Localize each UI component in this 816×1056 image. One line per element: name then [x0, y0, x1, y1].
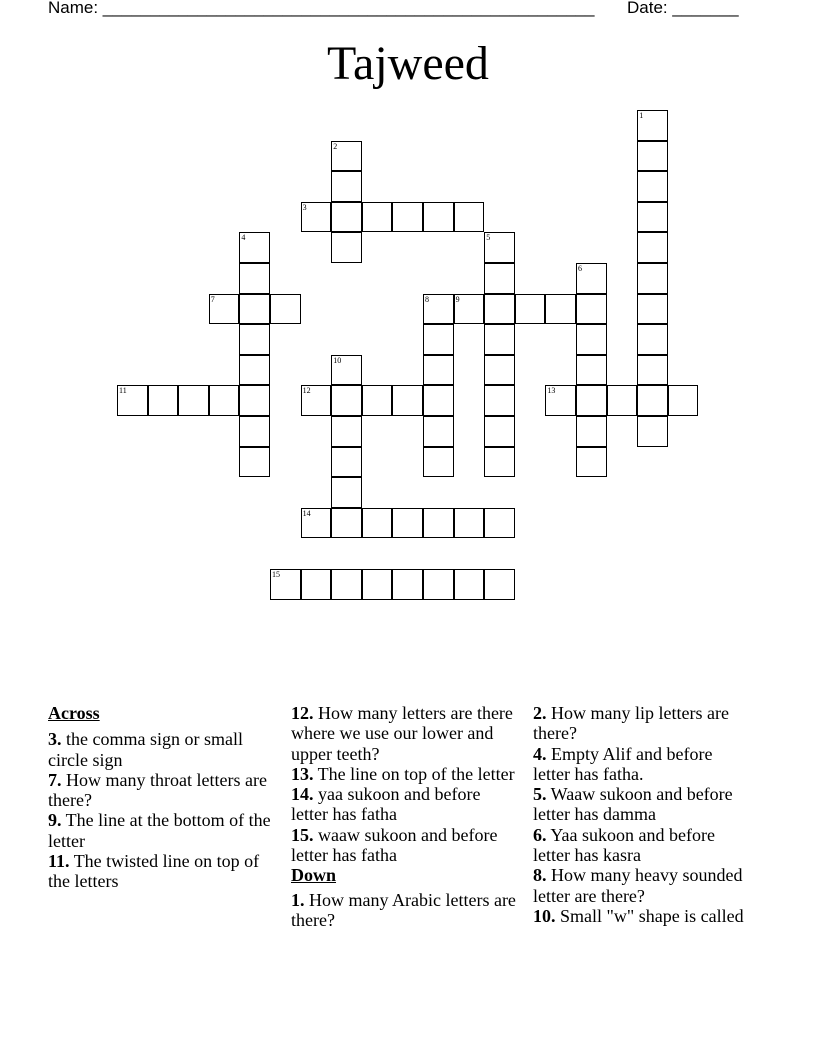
clue-number: 4.: [533, 743, 547, 764]
grid-cell[interactable]: [484, 263, 515, 294]
clue-number: 7.: [48, 769, 62, 790]
grid-cell[interactable]: [209, 294, 240, 325]
clue-across-7: [48, 770, 278, 811]
clue-number: 5.: [533, 784, 547, 805]
grid-cell[interactable]: [239, 447, 270, 478]
grid-cell[interactable]: [637, 385, 668, 416]
grid-cell[interactable]: [637, 202, 668, 233]
page-title: Tajweed: [327, 37, 489, 90]
cell-number: 3: [302, 202, 307, 212]
clue-text: How many lip letters are there?: [533, 703, 729, 744]
grid-cell[interactable]: [454, 508, 485, 539]
clue-number: 11.: [48, 851, 70, 872]
grid-cell[interactable]: [331, 171, 362, 202]
across-heading: Across: [48, 703, 100, 723]
grid-cell[interactable]: [331, 477, 362, 508]
name-field: Name: ____________________________________________________: [48, 0, 595, 17]
clue-across-12: [291, 703, 521, 764]
grid-cell[interactable]: [178, 385, 209, 416]
clue-number: 1.: [291, 889, 305, 910]
grid-cell[interactable]: [209, 385, 240, 416]
clue-number: 15.: [291, 824, 314, 845]
grid-cell[interactable]: [301, 569, 332, 600]
clue-text: the comma sign or small circle sign: [48, 729, 243, 770]
grid-cell[interactable]: [484, 508, 515, 539]
cell-number: 4: [241, 233, 246, 243]
grid-cell[interactable]: [362, 508, 393, 539]
grid-cell[interactable]: [637, 294, 668, 325]
clue-text: Yaa sukoon and before letter has kasra: [533, 824, 715, 866]
clue-across-11: [48, 851, 278, 892]
grid-cell[interactable]: [331, 385, 362, 416]
grid-cell[interactable]: [331, 202, 362, 233]
grid-cell[interactable]: [576, 447, 607, 478]
clue-column-3: [533, 703, 748, 926]
cell-number: 9: [455, 294, 460, 304]
grid-cell[interactable]: [239, 263, 270, 294]
clue-column-2: [291, 703, 521, 930]
clue-text: Small "w" shape is called: [555, 905, 744, 926]
grid-cell[interactable]: [392, 508, 423, 539]
cell-number: 1: [639, 111, 644, 120]
grid-cell[interactable]: [423, 202, 454, 233]
grid-cell[interactable]: [637, 263, 668, 294]
clue-number: 9.: [48, 810, 62, 831]
grid-cell[interactable]: [576, 324, 607, 355]
grid-cell[interactable]: [331, 141, 362, 172]
grid-cell[interactable]: [423, 324, 454, 355]
grid-cell[interactable]: [392, 385, 423, 416]
cell-number: 13: [547, 386, 556, 396]
clue-down-6: [533, 825, 748, 866]
clue-across-13: [291, 764, 521, 784]
clue-number: 8.: [533, 865, 547, 886]
cell-number: 2: [333, 141, 338, 151]
grid-cell[interactable]: [423, 569, 454, 600]
clue-down-5: [533, 784, 748, 825]
clue-number: 14.: [291, 784, 314, 805]
grid-cell[interactable]: [484, 569, 515, 600]
cell-number: 14: [302, 508, 311, 518]
clue-text: The line at the bottom of the letter: [48, 810, 271, 851]
grid-cell[interactable]: [576, 355, 607, 386]
clue-number: 2.: [533, 703, 547, 723]
clue-across-9: [48, 810, 278, 851]
grid-cell[interactable]: [239, 385, 270, 416]
clue-down-4: [533, 744, 748, 785]
grid-cell[interactable]: [392, 569, 423, 600]
grid-cell[interactable]: [454, 202, 485, 233]
clue-text: Empty Alif and before letter has fatha.: [533, 743, 713, 784]
grid-cell[interactable]: [423, 385, 454, 416]
cell-number: 5: [486, 233, 491, 243]
grid-cell[interactable]: [362, 202, 393, 233]
grid-cell[interactable]: [423, 416, 454, 447]
date-field: Date: _______: [627, 0, 739, 17]
grid-cell[interactable]: [423, 355, 454, 386]
grid-cell[interactable]: [484, 355, 515, 386]
grid-cell[interactable]: [576, 416, 607, 447]
grid-cell[interactable]: [148, 385, 179, 416]
grid-cell[interactable]: [239, 416, 270, 447]
clue-number: 12.: [291, 703, 314, 723]
cell-number: 7: [210, 294, 215, 304]
clue-text: The twisted line on top of the letters: [48, 851, 260, 892]
clue-text: yaa sukoon and before letter has fatha: [291, 784, 481, 825]
grid-cell[interactable]: [239, 355, 270, 386]
grid-cell[interactable]: [607, 385, 638, 416]
cell-number: 6: [578, 264, 582, 273]
grid-cell[interactable]: [423, 508, 454, 539]
grid-cell[interactable]: [301, 385, 332, 416]
clue-number: 3.: [48, 729, 62, 750]
clue-text: Waaw sukoon and before letter has damma: [533, 784, 733, 825]
clue-down-8: [533, 865, 748, 906]
grid-cell[interactable]: [545, 385, 576, 416]
grid-cell[interactable]: [454, 569, 485, 600]
grid-cell[interactable]: [331, 569, 362, 600]
grid-cell[interactable]: [484, 324, 515, 355]
clue-text: How many letters are there where we use our lower and upper teeth?: [291, 703, 513, 764]
clue-number: 13.: [291, 763, 314, 784]
grid-cell[interactable]: [637, 416, 668, 447]
clue-column-1: [48, 703, 278, 892]
grid-cell[interactable]: [637, 355, 668, 386]
grid-cell[interactable]: [637, 141, 668, 172]
clue-across-3: [48, 729, 278, 770]
grid-cell[interactable]: [484, 385, 515, 416]
grid-cell[interactable]: [331, 355, 362, 386]
down-heading: Down: [291, 865, 337, 886]
clue-text: waaw sukoon and before letter has fatha: [291, 824, 498, 866]
grid-cell[interactable]: [668, 385, 699, 416]
grid-cell[interactable]: [637, 171, 668, 202]
cell-number: 10: [333, 355, 342, 365]
grid-cell[interactable]: [576, 385, 607, 416]
cell-number: 12: [302, 386, 311, 396]
grid-cell[interactable]: [454, 294, 485, 325]
clue-number: 6.: [533, 824, 547, 845]
cell-number: 15: [272, 570, 280, 579]
grid-cell[interactable]: [576, 263, 607, 294]
grid-cell[interactable]: [301, 508, 332, 539]
grid-cell[interactable]: [331, 416, 362, 447]
grid-cell[interactable]: [515, 294, 546, 325]
clue-down-10: [533, 906, 748, 926]
grid-cell[interactable]: [637, 232, 668, 263]
grid-cell[interactable]: [576, 294, 607, 325]
grid-cell[interactable]: [484, 447, 515, 478]
clue-text: How many Arabic letters are there?: [291, 889, 516, 930]
grid-cell[interactable]: [331, 447, 362, 478]
clue-text: The line on top of the letter: [313, 763, 515, 784]
grid-cell[interactable]: [331, 508, 362, 539]
grid-cell[interactable]: [331, 232, 362, 263]
grid-cell[interactable]: [484, 294, 515, 325]
clue-text: How many heavy sounded letter are there?: [533, 865, 743, 906]
grid-cell[interactable]: [392, 202, 423, 233]
grid-cell[interactable]: [239, 324, 270, 355]
grid-cell[interactable]: [270, 569, 301, 600]
grid-cell[interactable]: [270, 294, 301, 325]
grid-cell[interactable]: [239, 294, 270, 325]
cell-number: 11: [119, 386, 127, 396]
grid-cell[interactable]: [362, 569, 393, 600]
grid-cell[interactable]: [117, 385, 148, 416]
grid-cell[interactable]: [484, 232, 515, 263]
clue-number: 10.: [533, 905, 556, 926]
grid-cell[interactable]: [637, 110, 668, 141]
clue-across-15: [291, 825, 521, 866]
grid-cell[interactable]: [423, 447, 454, 478]
grid-cell[interactable]: [545, 294, 576, 325]
clue-down-2: [533, 703, 748, 744]
grid-cell[interactable]: [239, 232, 270, 263]
clue-across-14: [291, 784, 521, 825]
grid-cell[interactable]: [423, 294, 454, 325]
grid-cell[interactable]: [484, 416, 515, 447]
cell-number: 8: [425, 294, 429, 304]
grid-cell[interactable]: [637, 324, 668, 355]
grid-cell[interactable]: [301, 202, 332, 233]
clue-down-1: [291, 890, 521, 931]
clue-text: How many throat letters are there?: [48, 769, 267, 811]
grid-cell[interactable]: [362, 385, 393, 416]
